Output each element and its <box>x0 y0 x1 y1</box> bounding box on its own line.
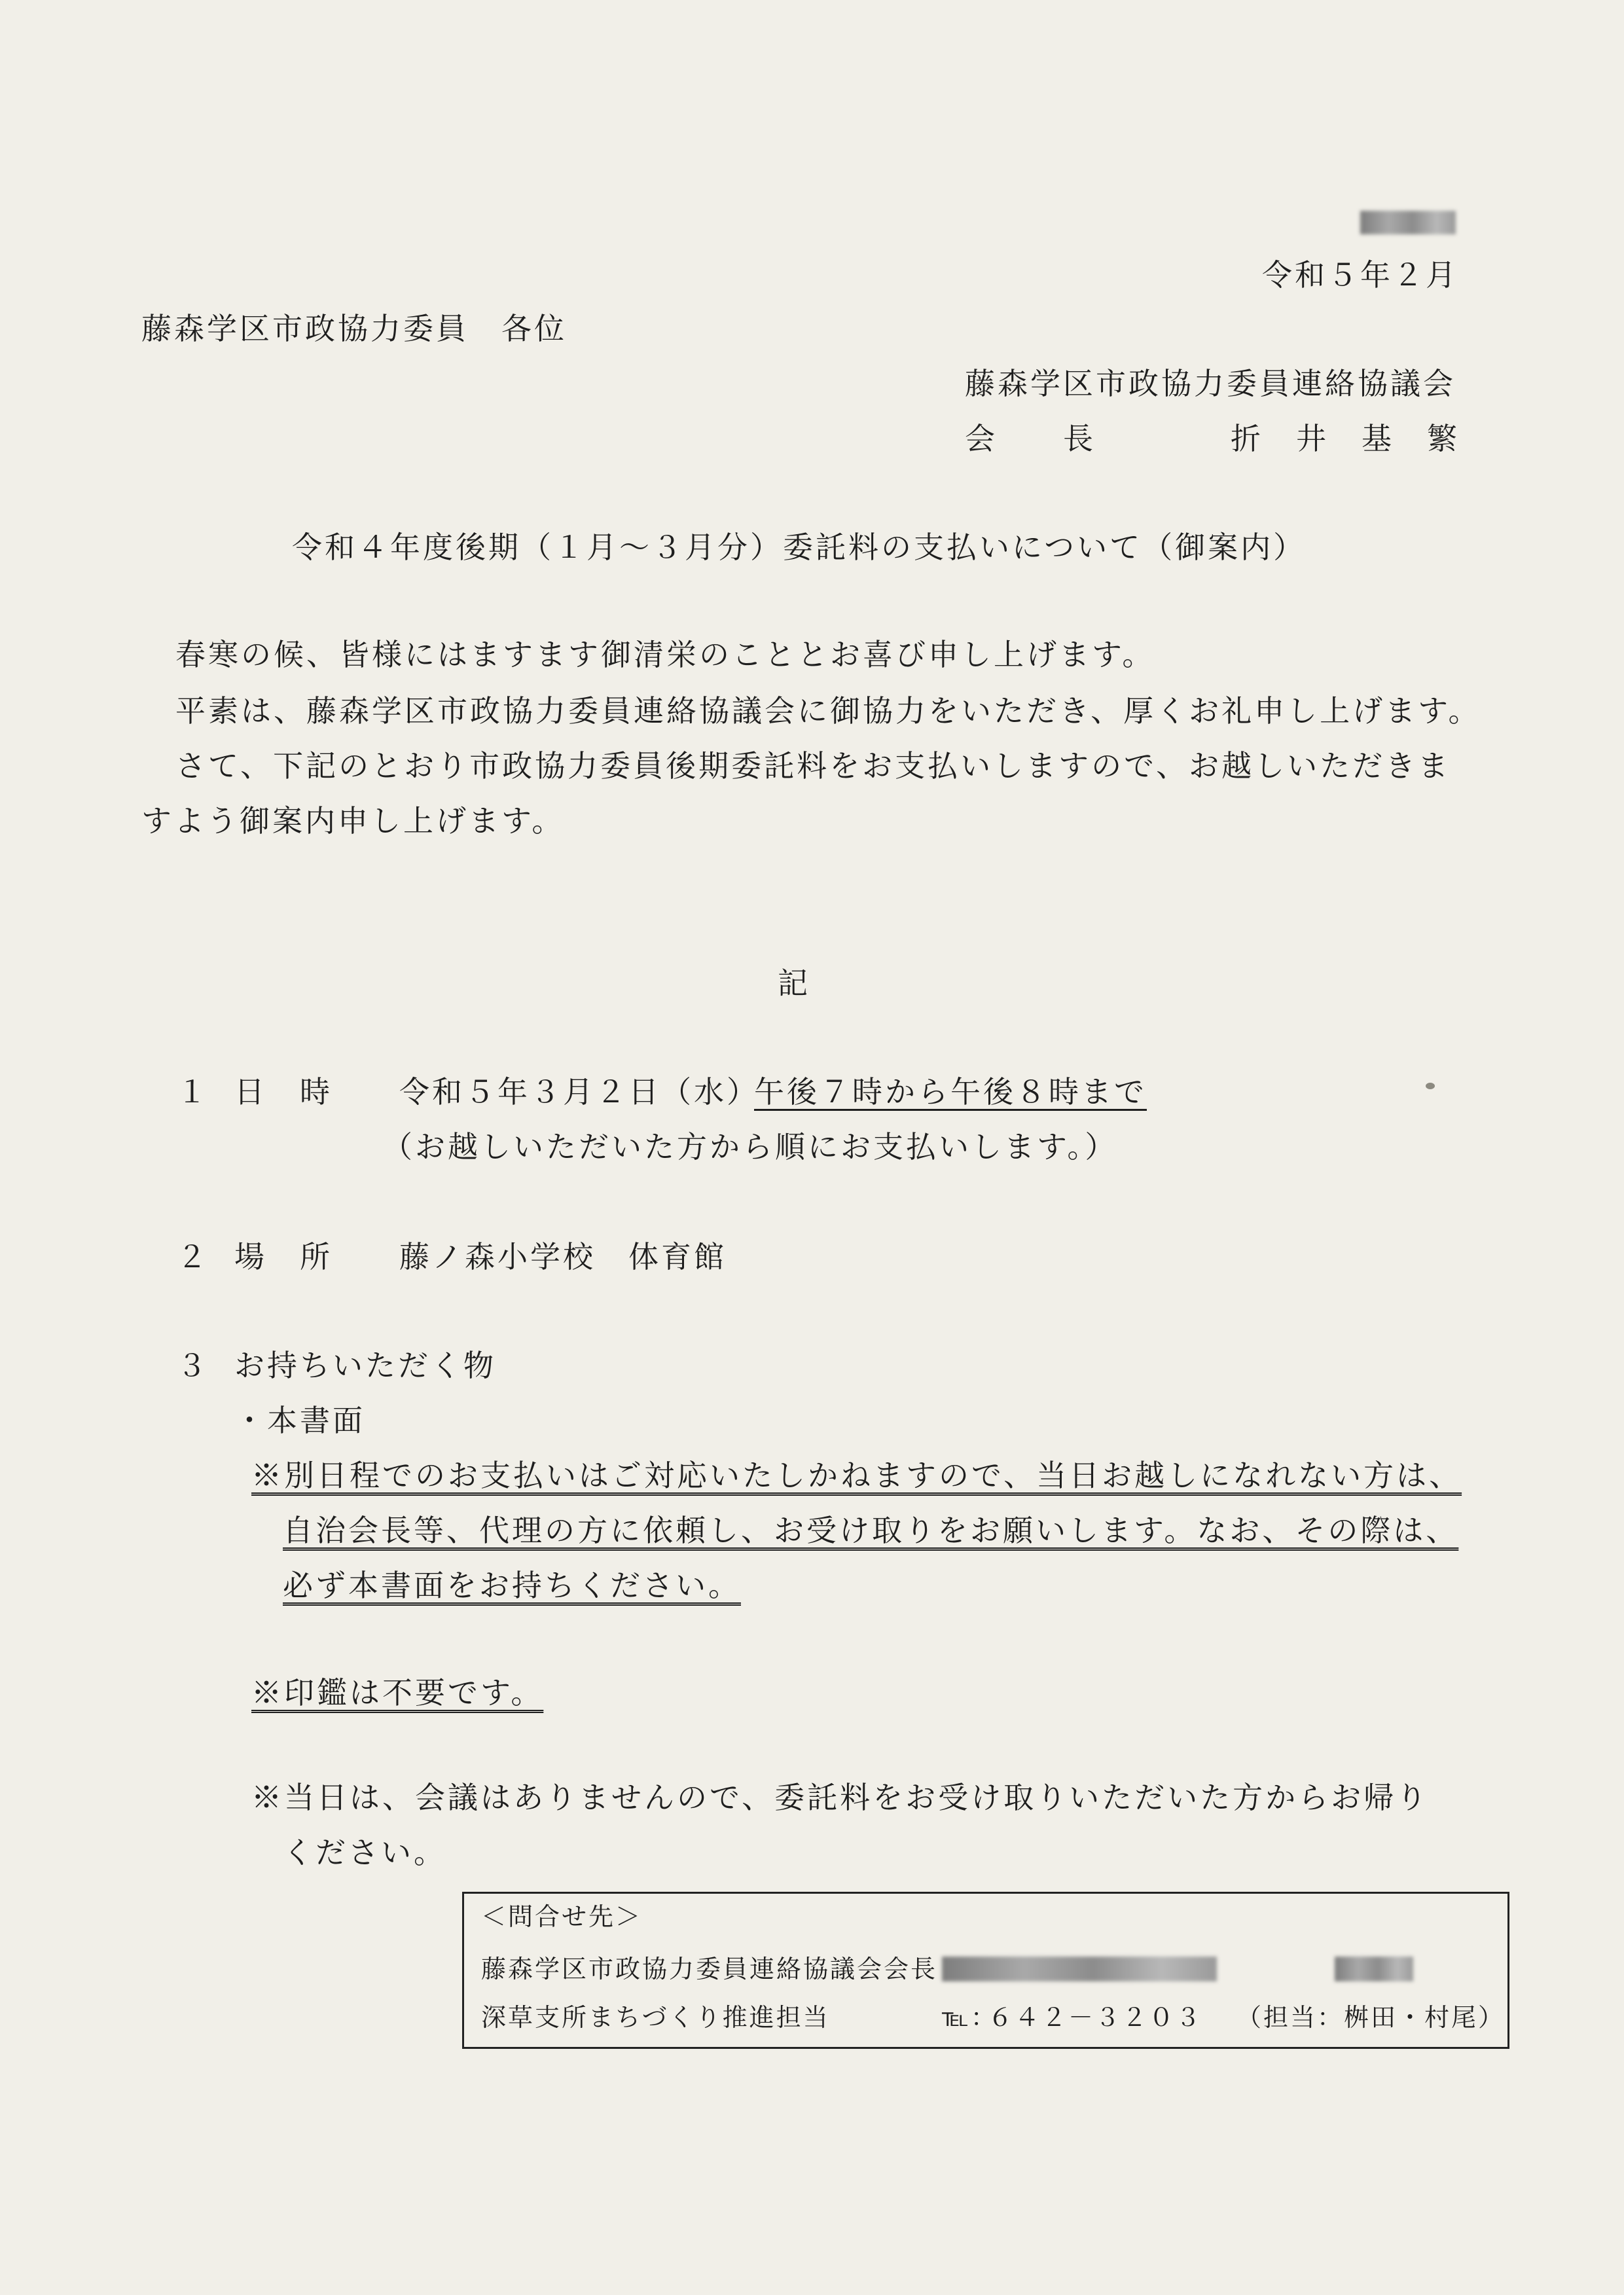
seal-not-required-note: ※印鑑は不要です。 <box>251 1675 544 1710</box>
sender-name: 折 井 基 繁 <box>1231 421 1460 456</box>
item1-date: 令和５年３月２日（水） <box>399 1074 759 1110</box>
notice-paragraph-line1: さて、下記のとおり市政協力委員後期委託料をお支払いしますので、お越しいただきま <box>175 748 1451 784</box>
contact-tel-prefix: ℡： <box>942 2003 998 2032</box>
item1-note: （お越しいただいた方から順にお支払いします。） <box>382 1129 1118 1165</box>
sender-title: 会 長 <box>965 421 1096 456</box>
contact-phone: ６４２－３２０３ <box>988 2003 1203 2032</box>
thanks-paragraph: 平素は、藤森学区市政協力委員連絡協議会に御協力をいただき、厚くお礼申し上げます。 <box>175 693 1481 729</box>
item1-number: １ <box>177 1074 209 1110</box>
item2-venue: 藤ノ森小学校 体育館 <box>399 1239 727 1274</box>
contact-persons: （担当：桝田・村尾） <box>1236 2003 1506 2032</box>
paper-speck <box>1426 1083 1435 1089</box>
issue-date: 令和５年２月 <box>1262 257 1458 293</box>
contact-office-label: 深草支所まちづくり推進担当 <box>481 2003 830 2032</box>
contact-chair-label: 藤森学区市政協力委員連絡協議会会長 <box>481 1955 938 1983</box>
item3-note-line3: 必ず本書面をお持ちください。 <box>283 1568 741 1603</box>
contact-box <box>462 1892 1509 2049</box>
item2-number: ２ <box>177 1239 209 1274</box>
no-meeting-note-line1: ※当日は、会議はありませんので、委託料をお受け取りいただいた方からお帰り <box>251 1780 1430 1815</box>
redacted-document-number <box>1360 211 1456 234</box>
item3-bullet: ・本書面 <box>234 1403 365 1438</box>
contact-heading: ＜問合せ先＞ <box>481 1902 643 1931</box>
addressee: 藤森学区市政協力委員 各位 <box>141 311 567 346</box>
item3-label: お持ちいただく物 <box>234 1348 496 1383</box>
item1-time: 午後７時から午後８時まで <box>754 1074 1147 1110</box>
redacted-chair-phone-suffix <box>1335 1957 1413 1981</box>
item3-number: ３ <box>177 1348 209 1383</box>
no-meeting-note-line2: ください。 <box>283 1835 446 1870</box>
item3-note-line2: 自治会長等、代理の方に依頼し、お受け取りをお願いします。なお、その際は、 <box>283 1513 1459 1548</box>
greeting-paragraph: 春寒の候、皆様にはますます御清栄のこととお喜び申し上げます。 <box>175 637 1155 672</box>
notice-paragraph-line2: すよう御案内申し上げます。 <box>141 803 565 839</box>
sender-organization: 藤森学区市政協力委員連絡協議会 <box>965 366 1456 401</box>
ki-heading: 記 <box>778 966 810 1001</box>
item1-label: 日 時 <box>234 1074 333 1110</box>
item2-label: 場 所 <box>234 1239 333 1274</box>
item3-note-line1: ※別日程でのお支払いはご対応いたしかねますので、当日お越しになれない方は、 <box>251 1458 1462 1493</box>
redacted-chair-phone <box>942 1957 1217 1981</box>
document-title: 令和４年度後期（１月～３月分）委託料の支払いについて（御案内） <box>292 530 1307 565</box>
